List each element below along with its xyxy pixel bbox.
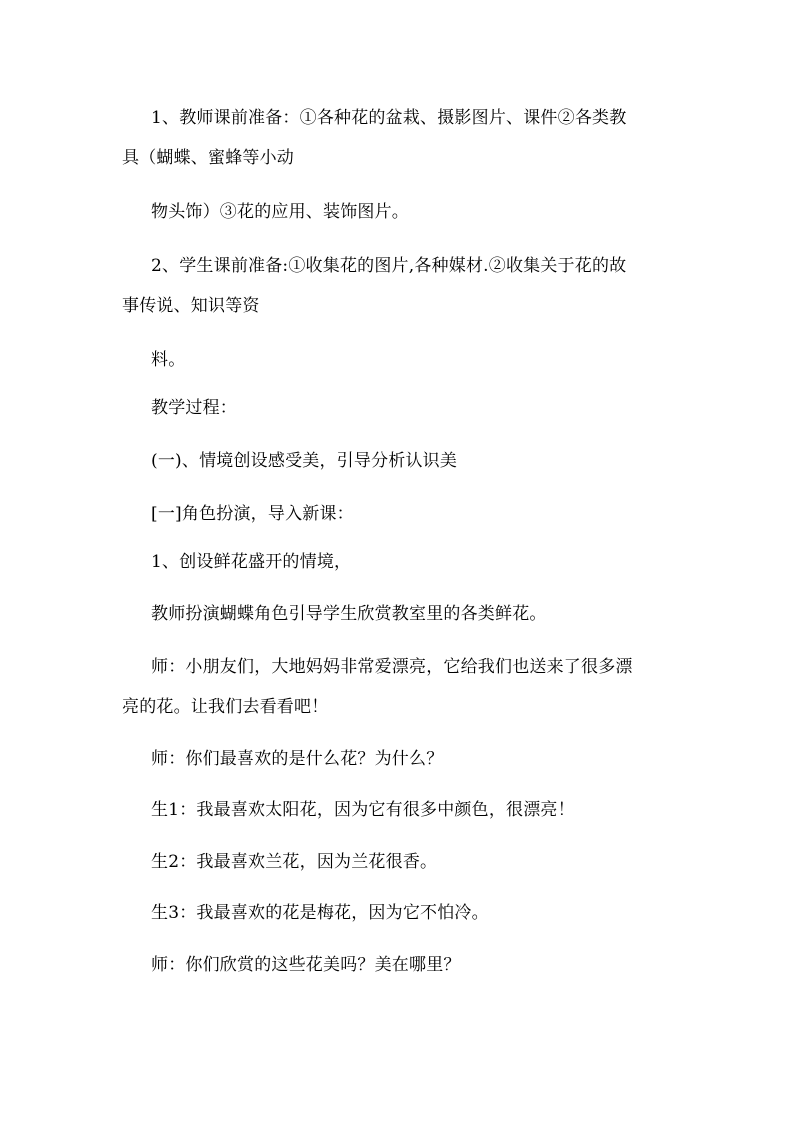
- text-line-prep-teacher-cont: 具（蝴蝶、蜜蜂等小动: [122, 148, 294, 168]
- text-line-scenario: 1、创设鲜花盛开的情境，: [151, 552, 352, 572]
- dialogue-teacher-1-cont: 亮的花。让我们去看看吧！: [122, 697, 329, 717]
- dialogue-student-3: 生3：我最喜欢的花是梅花，因为它不怕冷。: [151, 903, 489, 923]
- text-line-prep-student-end: 料。: [151, 350, 186, 370]
- dialogue-student-1: 生1：我最喜欢太阳花，因为它有很多中颜色，很漂亮！: [151, 800, 575, 820]
- dialogue-teacher-1: 师：小朋友们，大地妈妈非常爱漂亮，它给我们也送来了很多漂: [151, 657, 633, 677]
- text-line-prep-student: 2、学生课前准备:①收集花的图片,各种媒材.②收集关于花的故: [151, 256, 627, 276]
- text-line-prep-teacher-end: 物头饰）③花的应用、装饰图片。: [151, 202, 409, 222]
- text-line-prep-student-cont: 事传说、知识等资: [122, 296, 260, 316]
- dialogue-teacher-2: 师：你们最喜欢的是什么花？为什么？: [151, 749, 444, 769]
- dialogue-student-2: 生2：我最喜欢兰花，因为兰花很香。: [151, 852, 438, 872]
- subheading-role-play: [一]角色扮演，导入新课：: [151, 504, 354, 524]
- section-heading-part-one: (一)、情境创设感受美，引导分析认识美: [151, 451, 458, 471]
- section-heading-process: 教学过程：: [151, 398, 237, 418]
- dialogue-teacher-3: 师：你们欣赏的这些花美吗？美在哪里？: [151, 955, 461, 975]
- text-line-teacher-action: 教师扮演蝴蝶角色引导学生欣赏教室里的各类鲜花。: [151, 604, 547, 624]
- text-line-prep-teacher: 1、教师课前准备：①各种花的盆栽、摄影图片、课件②各类教: [151, 108, 627, 128]
